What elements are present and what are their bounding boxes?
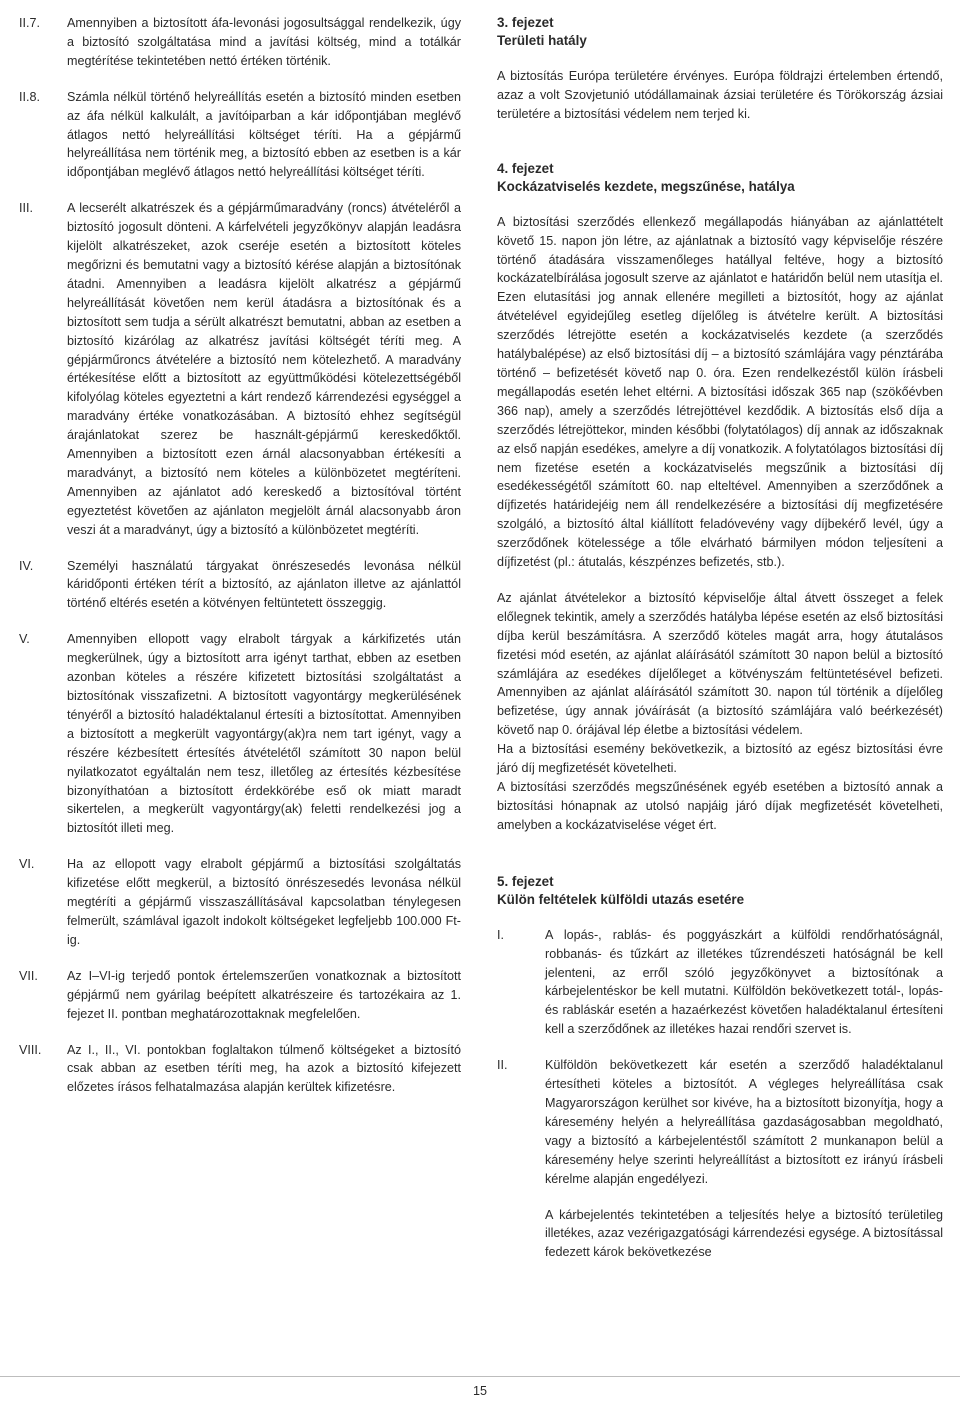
item-number: I. xyxy=(497,927,504,942)
chapter-4-number: 4. fejezet xyxy=(497,160,554,176)
right-column xyxy=(497,14,943,1262)
chapter-3-paragraph: A biztosítás Európa területére érvényes. Európa földrajzi értelemben értendő, azaz a volt Szovjetunió utódállamainak ázsiai területére és Törökország ázsiai területére a biztosítási védelem nem terjed ki. xyxy=(497,69,943,121)
chapter-3-title: Területi hatály xyxy=(497,33,587,48)
item-text: A lopás-, rablás- és poggyászkárt a külföldi rendőrhatóságnál, robbanás- és tűzkárt az illetékes tűzrendészeti hatóságnál be kell jelenteni, az erről szóló jegyzőkönyvet a biztosítónak a kárbejelentéskor be kell mutatni. Külföldön bekövetkezett totál-, lopás- és rabláskár esetén a hazaérkezést követően haladéktalanul értesíteni kell a szerződőnek az illetékes hazai rendőri szervet is. xyxy=(545,927,943,1037)
chapter-4-paragraph-2: Az ajánlat átvételekor a biztosító képviselője által átvett összeget a felek előlegnek tekintik, amely a szerződés hatályba lépése esetén az első biztosítási díjba kerül beszámításra. A szerződő köteles magát arra, hogy átutalásos fizetési mód esetén, az ajánlat aláírásától számított 30 napon belül a biztosító számlájára az esedékes díjelőleget a kötvényszám feltüntetésével befizeti. Amennyiben az ajánlat aláírásától számított 30. napon túl történik a díjelőleg befizetése, úgy annak jóváírását (a biztosító számlájára való beérkezését) követő nap 0. órájával lép életbe a biztosítási védelem. xyxy=(497,590,943,738)
chapter-4-paragraph-3: Ha a biztosítási esemény bekövetkezik, a biztosító az egész biztosítási évre járó díj megfizetését követelheti. xyxy=(497,742,943,776)
section-text: A lecserélt alkatrészek és a gépjárműmaradvány (roncs) átvételéről a biztosító jogosult dönteni. A kárfelvételi jegyzőkönyv alapján leadásra kijelölt alkatrészeket, azok cseréje esetén a biztosított köteles megőrizni és bemutatni vagy a biztosító kérése alapján a biztosítónak átadni. Amennyiben a leadásra kijelölt alkatrész a gépjármű helyreállítását követően nem kerül átadásra a biztosítónak és a biztosított sem tudja a sérült alkatrészt bemutatni, abban az esetben a biztosító kizárólag az alkatrész javítási költségét téríti meg. A gépjárműroncs átvételére a biztosító nem kötelezhető. A maradvány értékesítése előtt a biztosított az együttműködési kötelezettségéből kifolyólag köteles egyeztetni a kárt rendező kárrendezési egységgel a maradvány értéke vonatkozásában. A biztosító ehhez segítségül árajánlatokat szerez be használt-gépjármű kereskedőktől. Amennyiben a biztosított ezen árnál alacsonyabban értékesíti a maradványt, a biztosító nem köteles a különbözetet megtéríteni. Amennyiben az ajánlatot adó kereskedő a biztosítóval történt egyeztetést követően az ajánlaton megjelölt árnál alacsonyabb áron veszi át a maradványt, úgy a biztosító a különbözetet megtéríti. xyxy=(67,201,461,537)
section-vii xyxy=(19,967,461,1024)
section-viii xyxy=(19,1041,461,1098)
left-column xyxy=(19,14,461,1097)
chapter-4-paragraph-1: A biztosítási szerződés ellenkező megállapodás hiányában az ajánlattételt követő 15. napon jön létre, az ajánlatnak a biztosító vagy képviselője részére történő átadására visszamenőleges hatállyal feltéve, hogy a biztosító kockázatelbírálása jogosult szerve az ajánlatot e határidőn belül nem utasítja el. Ezen elutasítási jog annak ellenére megilleti a biztosítót, hogy az ajánlat átvételével egyidejűleg esetleg díjelőleg is átvételre került. A biztosítási szerződés létrejötte esetén a kockázatviselés kezdete (a szerződés hatálybalépése) az első biztosítási díj – a biztosító számlájára vagy pénztárába történő – befizetését követő nap 0. óra. Ezen rendelkezéstől külön írásbeli megállapodás esetén lehet eltérni. A biztosítási időszak 365 nap (szökőévben 366 nap), amely a szerződés létrejöttével kezdődik. A biztosítás első díja a szerződés létrejöttekor, minden későbbi (folytatólagos) díj annak az időszaknak az első napján esedékes, amelyre a díj vonatkozik. A folytatólagos biztosítási díj nem fizetése esetén a kockázatviselés megszűnik a biztosítási díj esedékességétől számított 60. nap elteltével. Amennyiben a szerződőnek a díjfizetés határidejéig nem áll rendelkezésére a biztosítási díj megfizetésére szolgáló, a biztosító által kiállított feladóvevény vagy díjbekérő levél, úgy a szerződőnek kötelessége a tőle elvárható bármilyen módon teljesíteni a díjfizetést (pl.: átutalás, készpénzes befizetés, stb.). xyxy=(497,214,943,570)
section-text: Az I., II., VI. pontokban foglaltakon túlmenő költségeket a biztosító csak abban az esetben téríti meg, ha azok a biztosító kifejezett előzetes írásos felhatalmazása alapján kerültek kifizetésre. xyxy=(67,1042,461,1095)
section-number: II.7. xyxy=(19,16,40,30)
chapter-5-item-ii xyxy=(497,1056,943,1188)
section-number: V. xyxy=(19,632,30,647)
section-iii xyxy=(19,199,461,539)
chapter-4-paragraph-4: A biztosítási szerződés megszűnésének egyéb esetében a biztosító annak a biztosítási hónapnak az utolsó napjáig járó díjak megfizetését követelheti, amelyben a kockázatviselése véget ért. xyxy=(497,780,943,832)
section-text: Az I–VI-ig terjedő pontok értelemszerűen vonatkoznak a biztosított gépjármű nem gyárilag beépített alkatrészeire és tartozékaira az 1. fejezet II. pontban meghatározottaknak megfelelően. xyxy=(67,968,461,1021)
footer-divider xyxy=(0,1376,960,1377)
section-text: Amennyiben ellopott vagy elrabolt tárgyak a kárkifizetés után megkerülnek, úgy a biztosított arra igényt tarthat, ebben az esetben azonban köteles a részére kifizetett biztosítási szolgáltatást a biztosítónak visszafizetni. A biztosított vagyontárgy megkerülésének tényéről a biztosító haladéktalanul értesíti a biztosítottat. Amennyiben a biztosított a megkerült vagyontárgy(ak)ra nem tart igényt, vagy a részére kézbesített értesítés átvételétől számított 30 napon belül nyilatkozatot egyáltalán nem tesz, illetőleg az értesítés kézbesítése bizonyíthatóan a biztosított érdekkörébe eső ok miatt maradt sikertelen, a megkerült vagyontárgy(ak) feletti rendelkezési jog a biztosítót illeti meg. xyxy=(67,632,461,836)
chapter-4-title: Kockázatviselés kezdete, megszűnése, hatálya xyxy=(497,178,795,194)
item-text: Külföldön bekövetkezett kár esetén a szerződő haladéktalanul értesítheti köteles a biztosítót. A végleges helyreállítása csak Magyarországon kerülhet sor kivéve, ha a biztosított bizonyítja, hogy a káresemény helyén a helyreállítása gazdaságosabban megoldható, vagy a biztosító a kárbejelentéstől számított 2 munkanapon belül a káresemény helye szerinti helyreállítást a biztosított ez irányú írásbeli kérelme alapján engedélyezi. xyxy=(545,1058,943,1186)
section-number: II.8. xyxy=(19,89,40,104)
section-number: VIII. xyxy=(19,1042,42,1057)
section-iv xyxy=(19,557,461,614)
chapter-5-last-paragraph xyxy=(497,1206,943,1263)
item-number: II. xyxy=(497,1058,508,1073)
section-text: Ha az ellopott vagy elrabolt gépjármű a biztosítási szolgáltatás kifizetése előtt megkerül, a biztosító önrészesedés levonása nélkül megtéríti a gépjármű visszaszállításával kapcsolatban ténylegesen felmerült, számlával igazolt indokolt költségeket legfeljebb 100.000 Ft-ig. xyxy=(67,857,461,947)
section-vi xyxy=(19,855,461,950)
section-number: VII. xyxy=(19,968,38,983)
section-v xyxy=(19,630,461,838)
paragraph-text: A kárbejelentés tekintetében a teljesítés helye a biztosító területileg illetékes, azaz vezérigazgatósági kárrendezési egysége. A biztosítással fedezett károk bekövetkezése xyxy=(545,1207,943,1260)
section-number: IV. xyxy=(19,558,34,573)
section-ii-8 xyxy=(19,88,461,183)
chapter-3-number: 3. fejezet xyxy=(497,15,554,30)
section-text: Személyi használatú tárgyakat önrészesedés levonása nélkül káridőponti értéken térít a biztosító, az ajánlaton illetve az ajánlattól történő eltérés esetén a kötvényen feltüntetett összeggig. xyxy=(67,558,461,611)
section-text: Amennyiben a biztosított áfa-levonási jogosultsággal rendelkezik, úgy a biztosító szolgáltatása mind a javítási költség, mind a totálkár megtérítése tekintetében nettó értéken történik. xyxy=(67,16,461,68)
chapter-5-item-i xyxy=(497,926,943,1039)
section-number: III. xyxy=(19,201,33,216)
chapter-5-number: 5. fejezet xyxy=(497,873,554,889)
chapter-5-title: Külön feltételek külföldi utazás esetére xyxy=(497,891,745,907)
section-number: VI. xyxy=(19,857,35,872)
section-ii-7 xyxy=(19,14,461,71)
section-text: Számla nélkül történő helyreállítás esetén a biztosító minden esetben az áfa nélkül kalkulált, a javítóiparban a kár időpontjában meglévő átlagos nettó helyreállítási költséget téríti. Ha a gépjármű helyreállítása nem történik meg, a biztosító ebben az esetben is a kár időpontjában meglévő átlagos nettó helyreállítási költséget téríti. xyxy=(67,89,461,180)
page-number: 15 xyxy=(472,1384,487,1398)
